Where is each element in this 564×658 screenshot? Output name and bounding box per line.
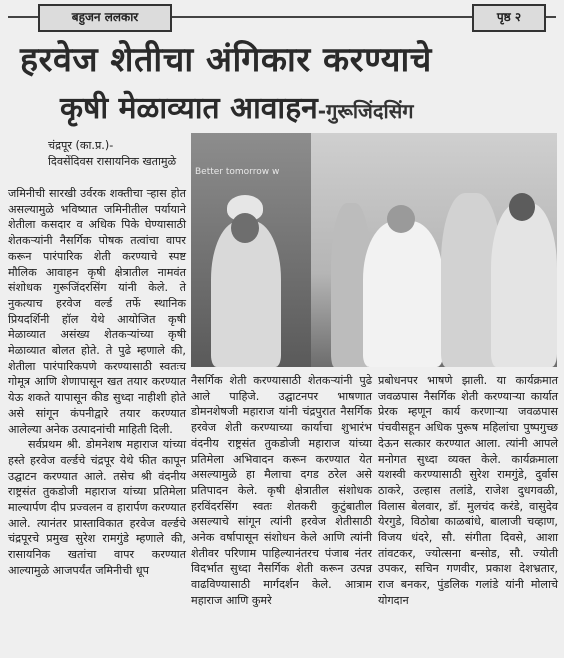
column-2-body: नैसर्गिक शेती करण्यासाठी शेतकऱ्यांनी पुढे आले पाहिजे. उद्घाटनपर भाषणात डोमनशेषजी महाराज यांनी चंद्रपुरात नैसर्गिक हरवेज शेती करण्याच्या कार्याचा शुभारंभ वंदनीय राष्ट्रसंत तुकडोजी महाराज यांच्या प्रतिमेला अभिवादन करून करण्यात येत असल्यामुळे हा मैलाचा दगड ठरेल असे प्रतिपादन केले. कृषी क्षेत्रातील संशोधक हरविंदरसिंग स्वतः शेतकरी कुटुंबातील असल्याचे सांगून त्यांनी हरवेज शेतीसाठी अनेक वर्षापासून संशोधन केले आणि त्यांनी शेतीवर परिणाम पाहिल्यानंतरच पंजाब नंतर विदर्भात सुध्दा नैसर्गिक शेती करून उत्पन्न वाढविण्यासाठी मार्गदर्शन केले. आत्राम महाराज आणि कुमरे [191,374,372,607]
photo-banner-text: Better tomorrow w [195,167,280,177]
guest-figure [491,203,557,367]
article-lead [48,138,186,169]
subheadline-row [60,86,560,127]
dateline: चंद्रपूर (का.प्र.)- [48,139,114,152]
article-column-3 [378,373,558,609]
lead-sentence: दिवसेंदिवस रासायनिक खतामुळे [48,154,177,168]
headline: हरवेज शेतीचा अंगिकार करण्याचे [20,40,432,80]
guest-head [509,193,535,221]
article-column-1 [8,186,186,579]
article-column-2 [191,373,372,609]
column-1-body: जमिनीची सारखी उर्वरक शक्तीचा ऱ्हास होत असल्यामुळे भविष्यात जमिनीतील पर्यायाने शेतीला कसदार व अधिक पिके घेण्यासाठी शेतकऱ्यांनी नैसर्गिक पोषक तत्वांचा वापर करून पारंपारिक शेती करण्याचे स्पष्ट मौलिक आवाहन कृषी क्षेत्रातील नामवंत संशोधक गुरूजिंदरसिंग यांनी केले. ते नुकत्याच हरवेज वर्ल्ड तर्फे स्थानिक प्रियदर्शिनी हॉल येथे आयोजित कृषी मेळाव्यात असंख्य शेतकऱ्यांच्या कृषी मेळाव्यात बोलत होते. ते पुढे म्हणाले की, शेतीला पारंपारिकपणे करण्यासाठी स्वतःच गोमूत्र आणि शेणापासून खत तयार करण्यात येऊ शकते यापासून कीड सुध्दा नाहीशी होते असे सांगून कंपनीद्वारे तयार करण्यात आलेल्या अनेक उत्पादनांची माहिती दिली. [8,187,186,436]
byline: -गुरूजिंदसिंग [317,99,414,123]
publication-name: बहुजन ललकार [38,4,172,32]
column-3-body: प्रबोधनपर भाषणे झाली. या कार्यक्रमात जवळपास नैसर्गिक शेती करण्याऱ्या कार्यात प्रेरक म्हणून कार्य करणाऱ्या जवळपास पंचवीसहून अधिक पुरूष महिलांचा पुष्पगुच्छ देऊन सत्कार करण्यात आला. त्यांनी आपले मनोगत सुध्दा व्यक्त केले. कार्यक्रमाला यशस्वी करण्यासाठी सुरेश रामगुंडे, दुर्वास ठाकरे, उल्हास तलांडे, राजेश दुधगवळी, विलास बेलवार, डॉ. मुलचंद करंडे, वासुदेव येरगुडे, विठोबा काळबांधे, बालाजी चव्हाण, विजय धंदरे, सौ. संगीता दिवसे, आशा तांवटकर, ज्योत्सना बन्सोड, सौ. ज्योती उपकर, सचिन गणवीर, प्रकाश देशभ्रतार, राज बनकर, पुंडलिक गलांडे यांनी मोलाचे योगदान [378,374,558,607]
speaker-head [231,213,259,243]
guest-head [387,205,415,233]
page-number: पृष्ठ २ [472,4,546,32]
column-1-body-2: सर्वप्रथम श्री. डोमनेशष महाराज यांच्या हस्ते हरवेज वर्ल्डचे चंद्रपूर येथे फीत कापून उद्घाटन करण्यात आले. तसेच श्री वंदनीय राष्ट्रसंत तुकडोजी महाराज यांच्या प्रतिमेला माल्यार्पण दीप प्रज्वलन व हारार्पण करण्यात आले. त्यानंतर प्रास्ताविकात हरवेज वर्ल्डचे चंद्रपूरचे प्रमुख सुरेश रामगुंडे म्हणाले की, रासायनिक खतांचा वापर करण्यात आल्यामुळे आजपर्यंत जमिनीची धूप [8,438,186,577]
masthead [8,4,556,32]
subheadline: कृषी मेळाव्यात आवाहन [60,91,318,126]
guest-figure-center [363,221,443,367]
event-photo [191,133,557,367]
